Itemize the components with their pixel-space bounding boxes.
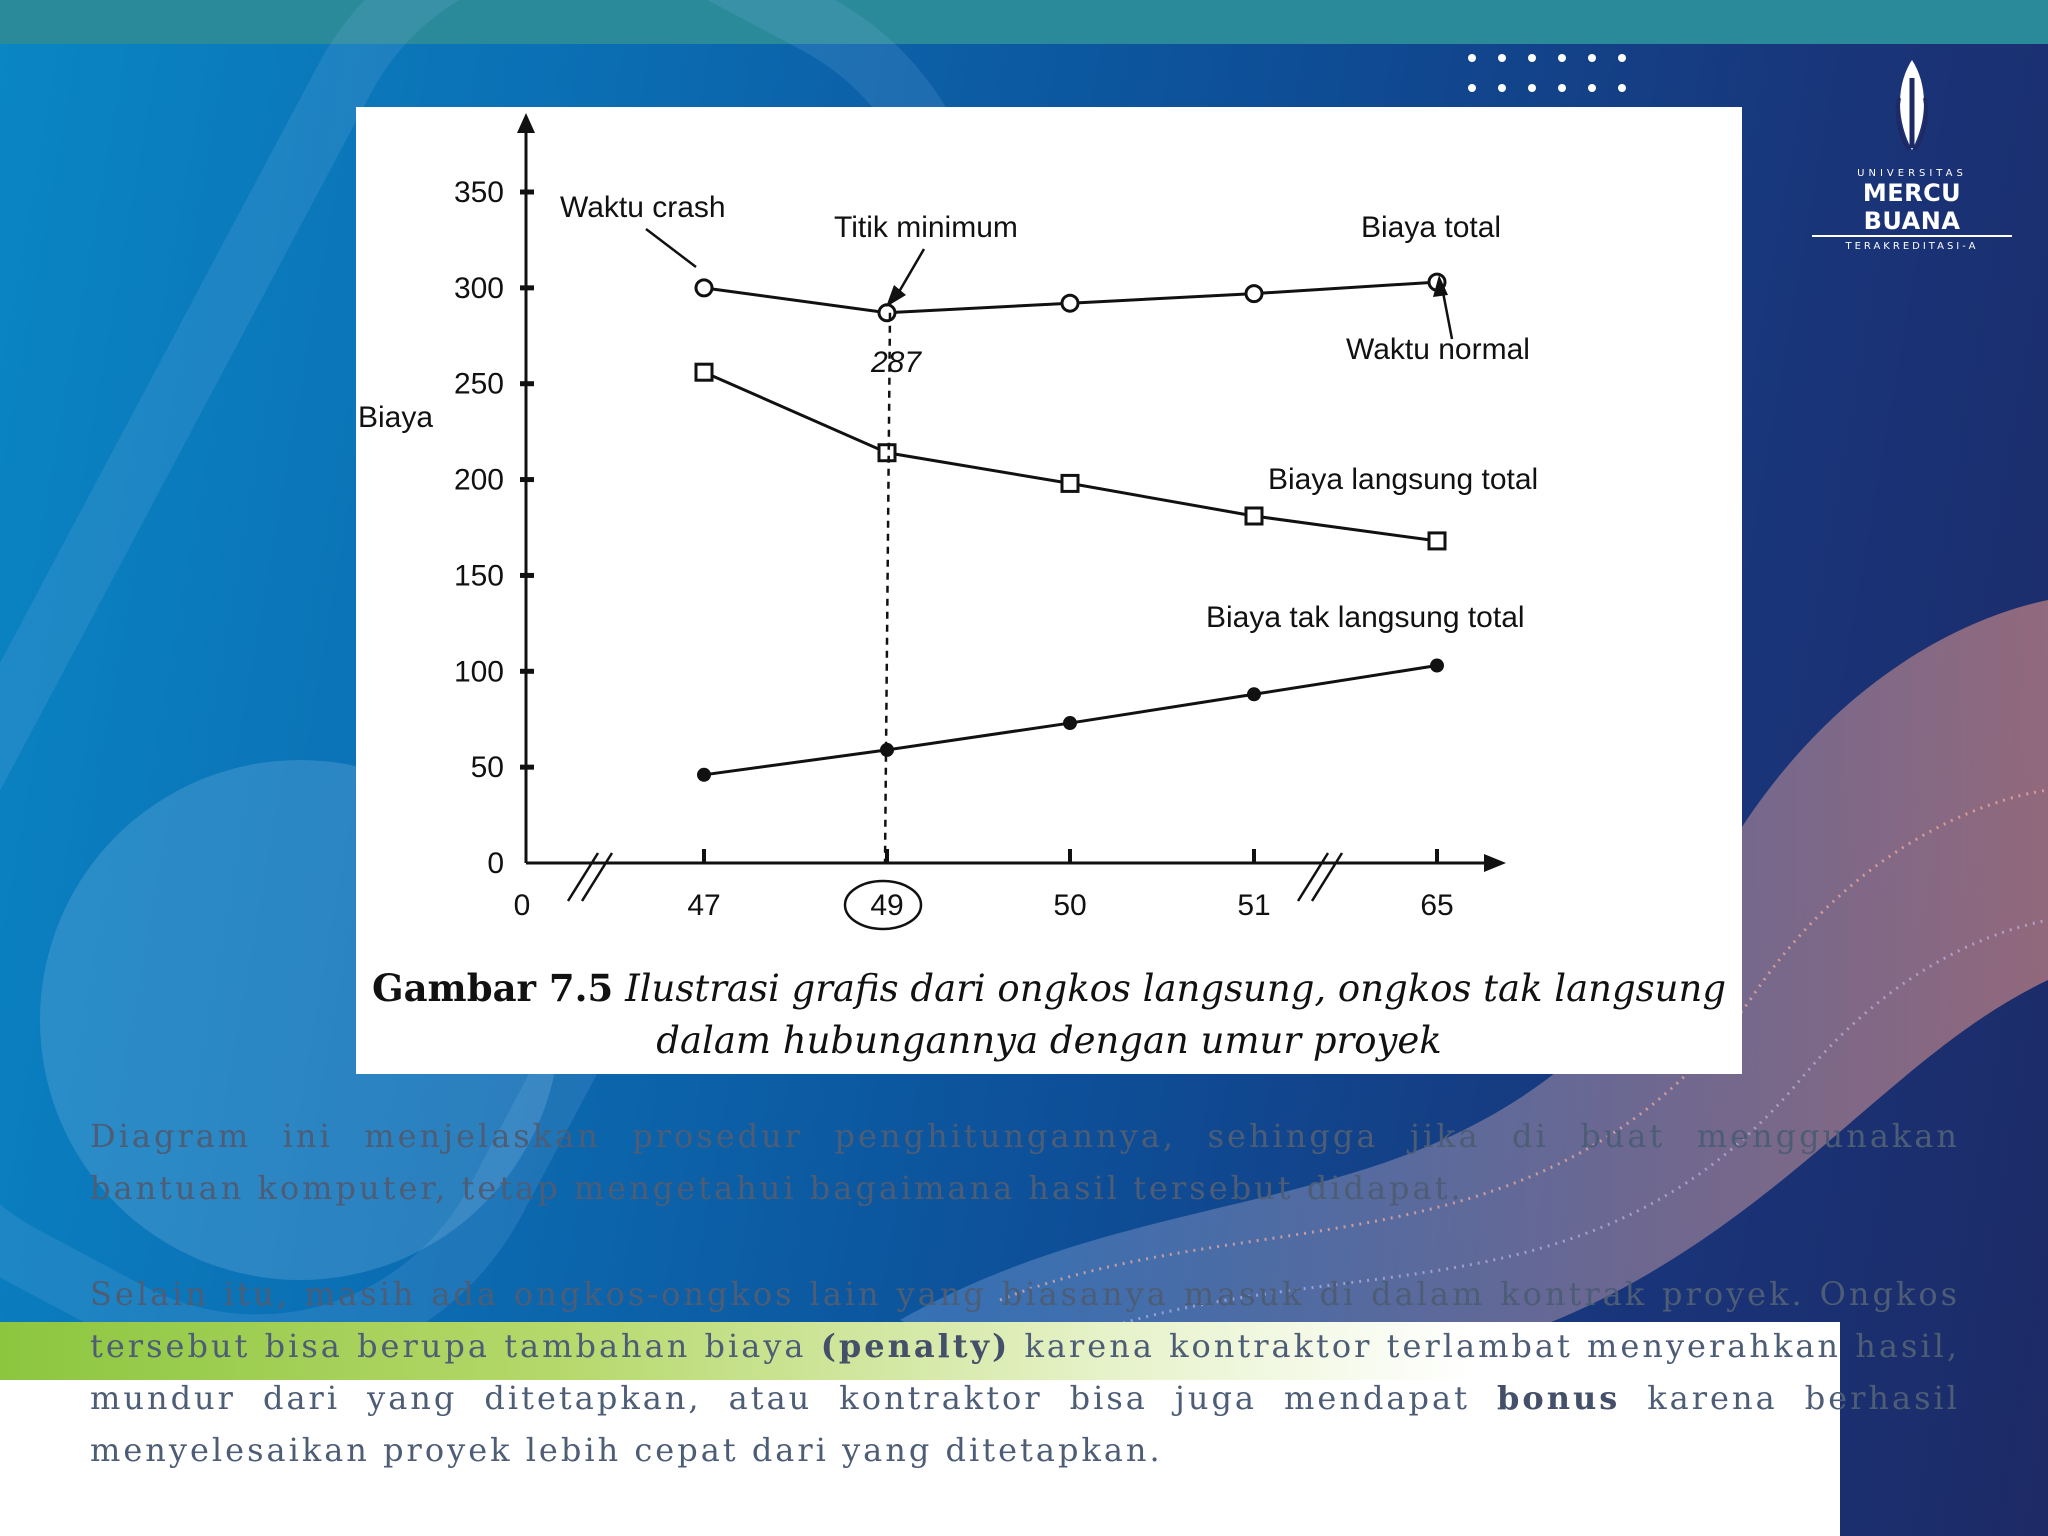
annotation-minimum-value: 287 <box>871 346 922 379</box>
logo-line1: UNIVERSITAS <box>1857 168 1967 179</box>
data-point <box>1247 687 1261 701</box>
annotation-arrow <box>646 229 696 267</box>
data-point <box>1429 533 1445 549</box>
x-tick-label: 65 <box>1420 889 1454 922</box>
y-tick-label: 250 <box>453 367 504 401</box>
paragraph-2-text-b: karena kontraktor terlambat menyerahkan hasil, mundur dari yang ditetapkan, atau kontraktor bisa juga mendapat <box>90 1327 1961 1417</box>
paragraph-2-text-a: Selain itu, masih ada ongkos-ongkos lain yang biasanya masuk di dalam kontrak proyek. Ongkos tersebut bisa berupa tambahan biaya <box>90 1275 1960 1365</box>
caption-line1: Ilustrasi grafis dari ongkos langsung, ongkos tak langsung <box>625 967 1727 1010</box>
logo-line2: MERCU BUANA <box>1812 179 2012 237</box>
series-label: Biaya total <box>1361 211 1502 244</box>
paragraph-1: Diagram ini menjelaskan prosedur penghitungannya, sehingga jika di buat menggunakan bantuan komputer, tetap mengetahui bagaimana hasil tersebut didapat. <box>90 1117 1960 1207</box>
y-tick-label: 200 <box>453 463 504 497</box>
data-point <box>879 305 895 321</box>
x-axis-arrow <box>1484 854 1506 872</box>
chart-caption <box>356 962 1742 1067</box>
paragraph-2 <box>90 1268 1960 1476</box>
y-tick-label: 300 <box>453 271 504 305</box>
axis-break-mark <box>568 853 598 901</box>
x-tick-label: 0 <box>513 889 531 922</box>
x-tick-label: 51 <box>1237 889 1271 922</box>
y-tick-label: 50 <box>470 751 504 785</box>
annotation-minimum: Titik minimum <box>834 211 1018 244</box>
axis-break-mark <box>582 853 612 901</box>
bonus-term: bonus <box>1496 1379 1621 1417</box>
chart-series <box>696 211 1538 782</box>
paragraph-2-text-c: karena berhasil menyelesaikan proyek lebih cepat dari yang ditetapkan. <box>90 1379 1961 1469</box>
data-point <box>1430 659 1444 673</box>
minimum-dashed-line <box>885 313 890 863</box>
data-point <box>697 768 711 782</box>
x-tick-label: 49 <box>870 889 904 922</box>
cost-chart <box>356 107 1742 957</box>
data-point <box>1062 295 1078 311</box>
data-point <box>1246 286 1262 302</box>
caption-line2: dalam hubungannya dengan umur proyek <box>656 1019 1442 1062</box>
y-axis-arrow <box>517 113 535 133</box>
x-tick-label: 50 <box>1053 889 1087 922</box>
annotation-crash: Waktu crash <box>560 191 726 224</box>
logo-emblem-icon <box>1877 58 1947 158</box>
chart-ticks <box>358 176 1454 929</box>
data-point <box>879 445 895 461</box>
y-axis-label: Biaya <box>358 401 434 434</box>
annotation-arrowhead <box>886 285 906 307</box>
logo-line3: TERAKREDITASI-A <box>1845 241 1979 252</box>
caption-number: Gambar 7.5 <box>371 966 614 1010</box>
annotation-normal: Waktu normal <box>1346 333 1530 366</box>
university-logo <box>1812 58 2012 252</box>
data-point <box>1062 475 1078 491</box>
axis-break-mark <box>1298 853 1328 901</box>
series-label: Biaya tak langsung total <box>1206 601 1525 634</box>
y-tick-label: 150 <box>453 559 504 593</box>
axis-break-mark <box>1312 853 1342 901</box>
data-point <box>696 364 712 380</box>
series-label: Biaya langsung total <box>1268 463 1539 496</box>
data-point <box>1246 508 1262 524</box>
y-tick-label: 100 <box>453 655 504 689</box>
y-tick-label: 350 <box>453 176 504 209</box>
x-tick-label: 47 <box>687 889 721 922</box>
penalty-term: (penalty) <box>820 1327 1011 1365</box>
annotation-arrow <box>896 249 924 297</box>
decorative-dots <box>1460 50 1640 100</box>
data-point <box>696 280 712 296</box>
data-point <box>1063 716 1077 730</box>
y-tick-label: 0 <box>487 847 504 880</box>
chart-figure <box>356 107 1742 1074</box>
series-line <box>704 372 1437 541</box>
